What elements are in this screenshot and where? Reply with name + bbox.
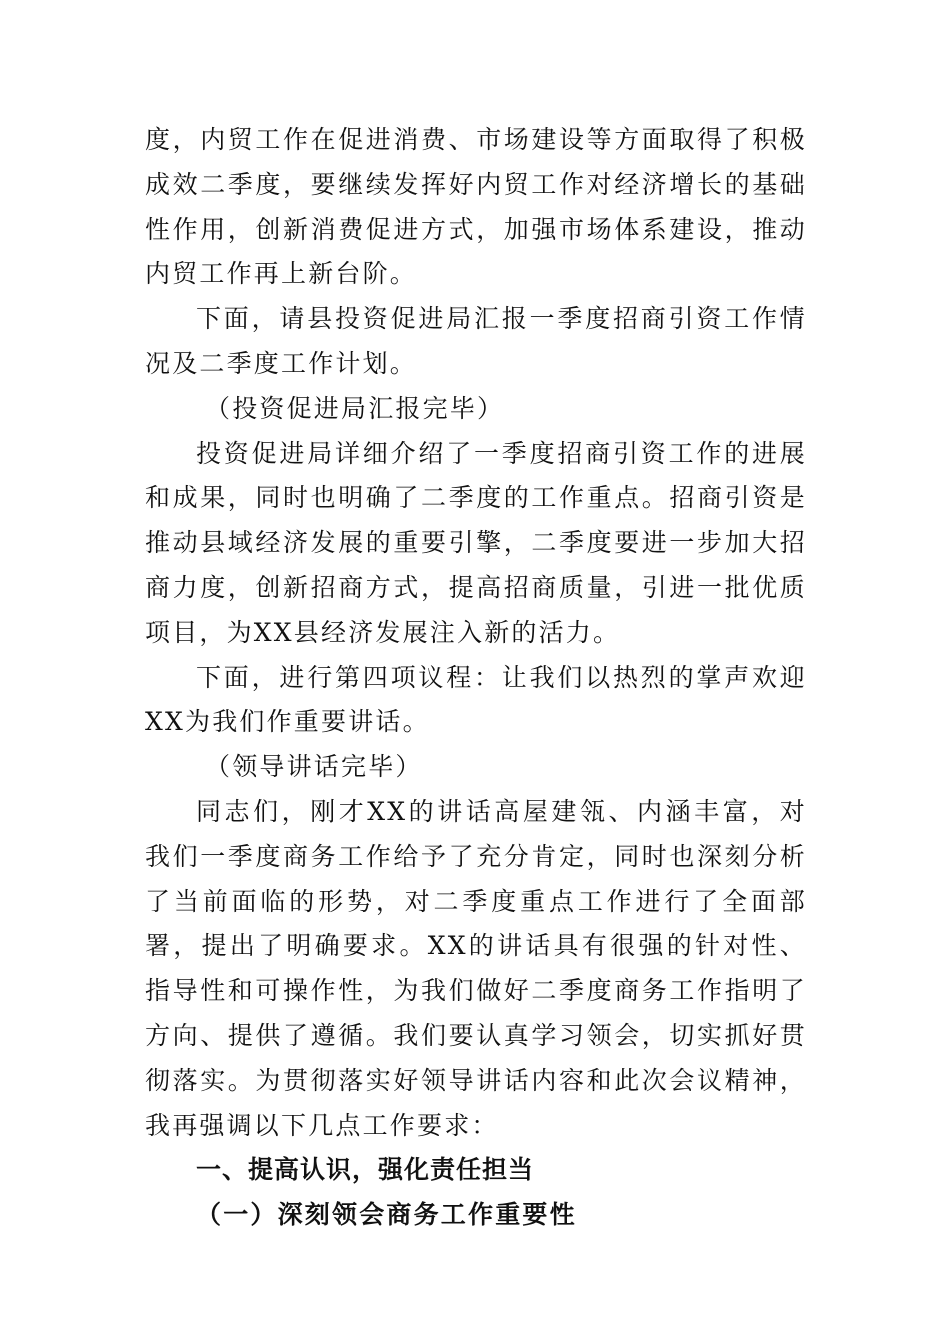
paragraph-agenda-item-four: 下面，进行第四项议程：让我们以热烈的掌声欢迎XX为我们作重要讲话。 [145, 662, 807, 737]
paragraph-speech-summary: 同志们，刚才XX的讲话高屋建瓴、内涵丰富，对我们一季度商务工作给予了充分肯定，同时也深刻分析了当前面临的形势，对二季度重点工作进行了全面部署，提出了明确要求。XX的讲话具有很强的针对性、指导性和可操作性，为我们做好二季度商务工作指明了方向、提供了遵循。我们要认真学习领会，切实抓好贯彻落实。为贯彻落实好领导讲话内容和此次会议精神，我再强调以下几点工作要求： [145, 796, 807, 1140]
paragraph-investment-summary: 投资促进局详细介绍了一季度招商引资工作的进展和成果，同时也明确了二季度的工作重点。招商引资是推动县域经济发展的重要引擎，二季度要进一步加大招商力度，创新招商方式，提高招商质量，引进一批优质项目，为XX县经济发展注入新的活力。 [145, 438, 807, 647]
paragraph-continuation: 度，内贸工作在促进消费、市场建设等方面取得了积极成效二季度，要继续发挥好内贸工作对经济增长的基础性作用，创新消费促进方式，加强市场体系建设，推动内贸工作再上新台阶。 [145, 125, 807, 289]
note-speech-finished: （领导讲话完毕） [205, 752, 423, 782]
section-heading-1: 一、提高认识，强化责任担当 [196, 1155, 535, 1185]
note-report-finished: （投资促进局汇报完毕） [205, 393, 505, 423]
document-body [145, 118, 807, 1238]
paragraph-investment-report-intro: 下面，请县投资促进局汇报一季度招商引资工作情况及二季度工作计划。 [145, 304, 807, 378]
subsection-heading-1: （一）深刻领会商务工作重要性 [196, 1200, 577, 1230]
